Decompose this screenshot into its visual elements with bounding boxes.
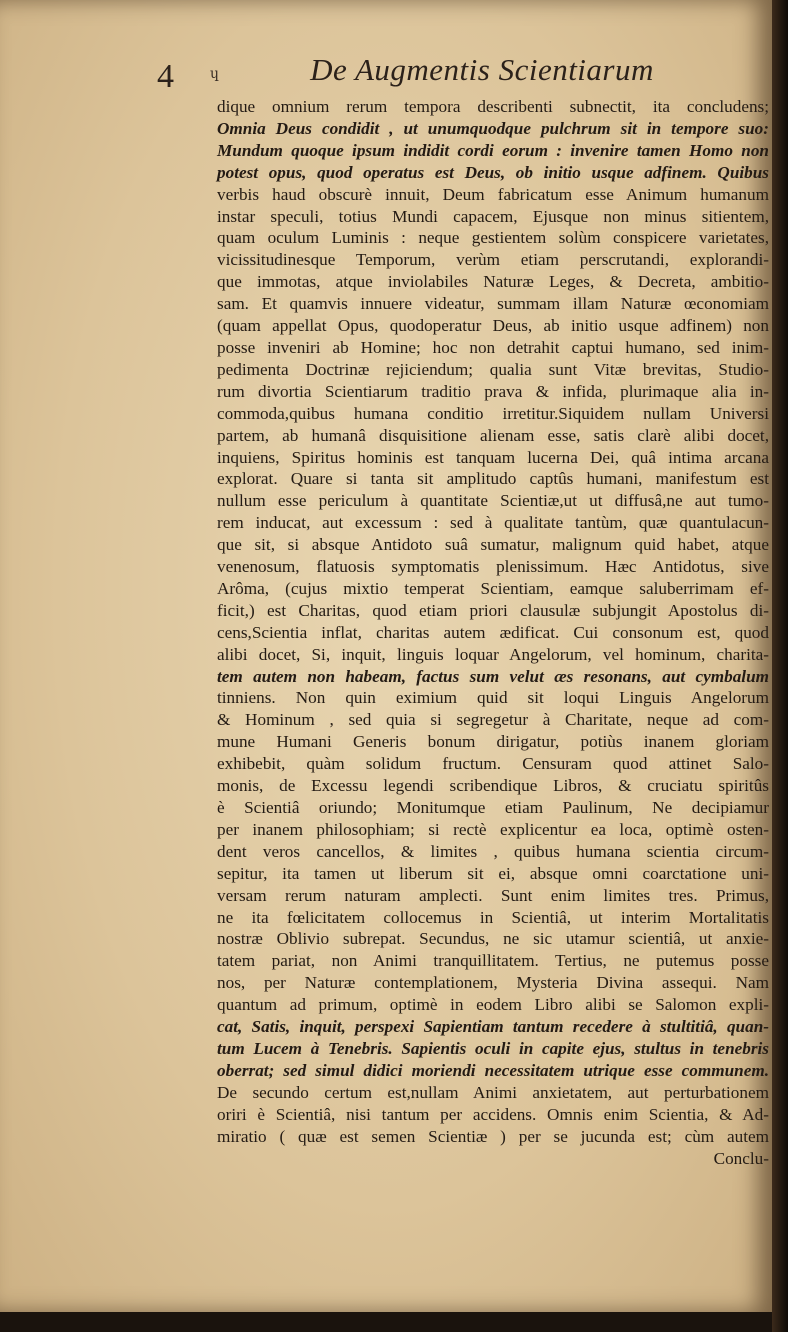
text-line: nos, per Naturæ contemplationem, Mysteria Divina assequi. Nam bbox=[217, 973, 769, 993]
text-line: partem, ab humanâ disquisitione alienam esse, satis clarè alibi docet, bbox=[217, 425, 769, 445]
text-line: De secundo certum est,nullam Animi anxietatem, aut perturbationem bbox=[217, 1082, 769, 1102]
text-line: ficit,) est Charitas, quod etiam priori clausulæ subjungit Apostolus di- bbox=[217, 600, 769, 620]
text-line: quantum ad primum, optimè in eodem Libro alibi se Salomon expli- bbox=[217, 995, 769, 1015]
book-spine-edge bbox=[772, 0, 788, 1332]
text-line: tem autem non habeam, factus sum velut æs resonans, aut cymbalum bbox=[217, 666, 769, 686]
running-head: De Augmentis Scientiarum bbox=[310, 52, 654, 87]
text-line: commoda,quibus humana conditio irretitur.Siquidem nullam Universi bbox=[217, 403, 769, 423]
text-line: sam. Et quamvis innuere videatur, summam illam Naturæ œconomiam bbox=[217, 294, 769, 314]
text-line: oberrat; sed simul didici moriendi necessitatem utrique esse communem. bbox=[217, 1060, 769, 1080]
text-line: alibi docet, Si, inquit, linguis loquar Angelorum, vel hominum, charita- bbox=[217, 644, 769, 664]
body-text bbox=[217, 96, 769, 1169]
text-line: dique omnium rerum tempora describenti subnectit, ita concludens; bbox=[217, 97, 769, 116]
text-line: Omnia Deus condidit , ut unumquodque pulchrum sit in tempore suo: bbox=[217, 118, 769, 138]
text-line: sepitur, ita tamen ut liberum sit ei, absque omni coarctatione uni- bbox=[217, 863, 769, 883]
text-line: tinniens. Non quin eximium quid sit loqui Linguis Angelorum bbox=[217, 688, 769, 708]
text-line: rum divortia Scientiarum traditio prava & infida, plurimaque alia in- bbox=[217, 381, 769, 401]
text-line: explorat. Quare si tanta sit amplitudo captûs humani, manifestum est bbox=[217, 469, 769, 489]
text-line: ne ita fœlicitatem collocemus in Scientiâ, ut interim Mortalitatis bbox=[217, 907, 769, 927]
text-line: tatem pariat, non Animi tranquillitatem. Tertius, ne putemus posse bbox=[217, 951, 769, 971]
text-line: dent veros cancellos, & limites , quibus humana scientia circum- bbox=[217, 841, 769, 861]
text-line: cens,Scientia inflat, charitas autem ædificat. Cui consonum est, quod bbox=[217, 622, 769, 642]
text-line: Arôma, (cujus mixtio temperat Scientiam, eamque saluberrimam ef- bbox=[217, 578, 769, 598]
text-line: instar speculi, totius Mundi capacem, Ejusque non minus sitientem, bbox=[217, 206, 769, 226]
text-line: quam oculum Luminis : neque gestientem solùm conspicere varietates, bbox=[217, 228, 769, 248]
text-line: rem inducat, aut excessum : sed à qualitate tantùm, quæ quantulacun- bbox=[217, 513, 769, 533]
text-line: que immotas, atque inviolabiles Naturæ Leges, & Decreta, ambitio- bbox=[217, 272, 769, 292]
text-line: Mundum quoque ipsum indidit cordi eorum : invenire tamen Homo non bbox=[217, 140, 769, 160]
text-line: oriri è Scientiâ, nisi tantum per accidens. Omnis enim Scientia, & Ad- bbox=[217, 1104, 769, 1124]
text-line: mune Humani Generis bonum dirigatur, potiùs inanem gloriam bbox=[217, 732, 769, 752]
text-line: que sit, si absque Antidoto suâ sumatur, malignum quid habet, atque bbox=[217, 535, 769, 555]
text-line: posse inveniri ab Homine; hoc non detrahit captui humano, sed inim- bbox=[217, 337, 769, 357]
text-line: monis, de Excessu legendi scribendique Libros, & cruciatu spiritûs bbox=[217, 776, 769, 796]
text-line: vicissitudinesque Temporum, verùm etiam perscrutandi, explorandi- bbox=[217, 250, 769, 270]
text-line: versam rerum naturam amplecti. Sunt enim limites tres. Primus, bbox=[217, 885, 769, 905]
text-line: tum Lucem à Tenebris. Sapientis oculi in capite ejus, stultus in tenebris bbox=[217, 1038, 769, 1058]
catchword: Conclu- bbox=[713, 1148, 769, 1168]
text-line: per inanem philosophiam; si rectè explicentur ea loca, optimè osten- bbox=[217, 819, 769, 839]
text-line: & Hominum , sed quia si segregetur à Charitate, neque ad com- bbox=[217, 710, 769, 730]
printer-mark: ɥ bbox=[210, 66, 220, 82]
text-line: verbis haud obscurè innuit, Deum fabricatum esse Animum humanum bbox=[217, 184, 769, 204]
text-line: è Scientiâ oriundo; Monitumque etiam Paulinum, Ne decipiamur bbox=[217, 798, 769, 817]
text-line: venenosum, flatuosis symptomatis plenissimum. Hæc Antidotus, sive bbox=[217, 557, 769, 577]
text-line: inquiens, Spiritus hominis est tanquam lucerna Dei, quâ intima arcana bbox=[217, 447, 769, 467]
text-line: cat, Satis, inquit, perspexi Sapientiam tantum recedere à stultitiâ, quan- bbox=[217, 1017, 769, 1037]
page-number: 4 bbox=[157, 58, 174, 95]
text-line: potest opus, quod operatus est Deus, ob initio usque adfinem. Quibus bbox=[217, 162, 769, 182]
text-line: pedimenta Doctrinæ rejiciendum; qualia sunt Vitæ brevitas, Studio- bbox=[217, 359, 769, 379]
text-line: nostræ Oblivio subrepat. Secundus, ne sic utamur scientiâ, ut anxie- bbox=[217, 929, 769, 949]
text-line: miratio ( quæ est semen Scientiæ ) per se jucunda est; cùm autem bbox=[217, 1126, 769, 1146]
text-line: exhibebit, quàm solidum fructum. Censuram quod attinet Salo- bbox=[217, 754, 769, 774]
text-line: nullum esse periculum à quantitate Scientiæ,ut ut diffusâ,ne aut tumo- bbox=[217, 491, 769, 511]
text-line: (quam appellat Opus, quodoperatur Deus, ab initio usque adfinem) non bbox=[217, 316, 769, 336]
